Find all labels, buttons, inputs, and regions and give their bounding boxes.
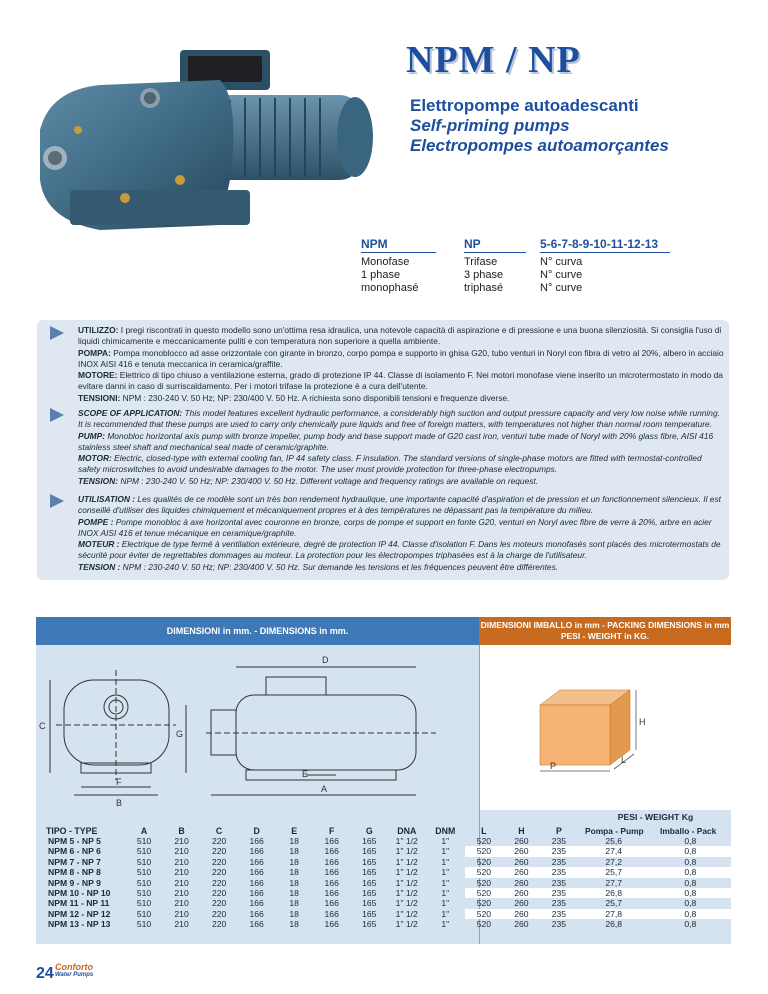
table-cell-type: NPM 11 - NP 11 bbox=[48, 898, 110, 909]
desc-text: Les qualités de ce modèle sont un très bon rendement hydraulique, une importante capacité d'aspiration et de pression et un fonctionnement silencieux. Il est conseillé d'utiliser des liquides chimiquement et mécaniquement propres et à des températures ne dépassant pas la température du milieu. bbox=[78, 494, 721, 516]
col-header: D bbox=[253, 825, 260, 836]
table-cell: 220 bbox=[211, 836, 227, 846]
table-cell: 166 bbox=[249, 898, 264, 909]
desc-text: I pregi riscontrati in questo modello sono un'ottima resa idraulica, una notevole capacità di aspirazione e di pressione e una buona silenziosità. Si consiglia l'uso di liquidi chimicamente e meccanicamente puliti e con temperatura non superiore a quella ambiente. bbox=[78, 325, 722, 347]
table-cell: 220 bbox=[211, 919, 227, 930]
table-cell: 260 bbox=[514, 877, 529, 888]
technical-drawing bbox=[36, 645, 479, 810]
col-header: TIPO - TYPE bbox=[46, 825, 98, 836]
desc-text: Electrique de type fermé à ventilation extérieure, degré de protection IP 44. Classe d'isolation F. Dans les moteurs monofasés sont placés des microtermostats de sécurité pour éviter de regrettables dommages au moteur. La protection pour les électropompes triphasées est à la charge de l'utilisateur. bbox=[78, 539, 721, 561]
table-cell: 510 bbox=[136, 898, 152, 909]
table-cell: 166 bbox=[249, 836, 264, 846]
subtitle-italian: Elettropompe autoadescanti bbox=[410, 96, 639, 115]
packing-header-line: DIMENSIONI IMBALLO in mm - PACKING DIMENSIONS in mm bbox=[480, 620, 730, 630]
table-cell: 235 bbox=[540, 909, 578, 919]
description-french bbox=[78, 494, 724, 573]
label-p: P bbox=[550, 761, 557, 771]
table-cell: 210 bbox=[174, 898, 189, 909]
dimensions-header: DIMENSIONI in mm. - DIMENSIONS in mm. bbox=[36, 617, 479, 645]
table-cell: 166 bbox=[324, 867, 339, 878]
table-cell: 166 bbox=[324, 877, 339, 888]
version-np-title: NP bbox=[464, 238, 526, 253]
table-cell: 235 bbox=[551, 856, 567, 867]
desc-text: NPM : 230-240 V. 50 Hz; NP: 230/400 V. 50 Hz. A richiesta sono disponibili tensioni e frequenze diverse. bbox=[120, 392, 510, 403]
table-cell: 1" bbox=[441, 877, 450, 888]
table-cell: 520 bbox=[476, 898, 492, 909]
table-cell: 166 bbox=[249, 846, 264, 857]
box-svg bbox=[480, 645, 732, 810]
desc-text: Monobloc horizontal axis pump with bronze impeller, pump body and base support made of G20 cast iron, venturi tube made of Noryl with 20% glass fibre, AISI 416 stainless steel shaft and mechanical seal made of ceramic/graphite. bbox=[78, 430, 714, 452]
desc-label: MOTOR: bbox=[78, 453, 112, 464]
table-cell: 18 bbox=[289, 867, 299, 878]
table-cell: 235 bbox=[551, 836, 567, 846]
version-np-line: Trifase bbox=[464, 256, 498, 268]
table-cell: 235 bbox=[551, 919, 567, 930]
table-cell-type: NPM 13 - NP 13 bbox=[48, 919, 111, 930]
version-np-line: triphasé bbox=[464, 282, 504, 294]
table-row bbox=[36, 919, 731, 929]
table-cell: 1" 1/2 bbox=[395, 867, 418, 878]
table-cell: 27,4 bbox=[578, 846, 650, 856]
table-cell: 210 bbox=[174, 836, 189, 846]
version-curve-line: N° curve bbox=[540, 269, 583, 281]
table-cell: 510 bbox=[136, 856, 152, 867]
table-cell: 166 bbox=[249, 867, 264, 878]
table-cell: 210 bbox=[174, 867, 189, 878]
table-cell: 220 bbox=[211, 846, 227, 857]
table-cell: 0,8 bbox=[684, 877, 697, 888]
table-cell: 260 bbox=[503, 909, 541, 919]
version-npm bbox=[361, 238, 436, 295]
table-row bbox=[36, 888, 731, 898]
table-cell: 1" 1/2 bbox=[395, 846, 418, 857]
version-curve-line: N° curva bbox=[540, 256, 583, 268]
col-header: A bbox=[140, 825, 148, 836]
desc-text: NPM : 230-240 V. 50 Hz; NP: 230/400 V. 50 Hz. Sur demande les tensions et les fréquences peuvent être différentes. bbox=[120, 561, 559, 572]
desc-label: TENSION: bbox=[78, 475, 119, 486]
desc-label: TENSION : bbox=[78, 561, 121, 572]
label-g: G bbox=[176, 729, 184, 739]
dimensions-table bbox=[36, 812, 731, 930]
table-cell: 1" bbox=[441, 867, 450, 878]
table-cell: 210 bbox=[174, 846, 189, 857]
table-cell: 210 bbox=[174, 919, 189, 930]
table-row bbox=[36, 857, 731, 867]
table-cell: 18 bbox=[289, 846, 299, 857]
brand-name: Conforto bbox=[55, 962, 93, 972]
col-header: DNA bbox=[397, 825, 417, 836]
label-f: F bbox=[116, 777, 122, 787]
table-cell: 166 bbox=[249, 908, 264, 919]
bullet-arrow-icon bbox=[50, 494, 64, 508]
table-cell: 25,7 bbox=[605, 898, 623, 909]
table-cell: 1" 1/2 bbox=[395, 856, 418, 867]
desc-text: NPM : 230-240 V. 50 Hz; NP: 230/400 V. 50 Hz. Different voltage and frequency ratings are available on request. bbox=[118, 475, 539, 486]
table-row bbox=[36, 846, 731, 856]
drawing-svg bbox=[36, 645, 479, 810]
table-cell: 220 bbox=[211, 867, 227, 878]
table-cell: 510 bbox=[136, 888, 152, 899]
table-cell-type: NPM 9 - NP 9 bbox=[48, 877, 101, 888]
table-cell: 165 bbox=[362, 888, 377, 899]
table-cell: 260 bbox=[514, 898, 529, 909]
table-cell: 0,8 bbox=[650, 867, 731, 877]
table-cell: 1" 1/2 bbox=[395, 898, 418, 909]
table-cell: 26,8 bbox=[578, 888, 650, 898]
weights-header: PESI - WEIGHT Kg bbox=[617, 812, 694, 822]
table-cell: 18 bbox=[289, 908, 299, 919]
table-cell: 510 bbox=[136, 908, 152, 919]
table-cell: 1" bbox=[441, 856, 450, 867]
table-header-row bbox=[36, 812, 731, 836]
table-cell: 220 bbox=[211, 898, 227, 909]
table-cell: 510 bbox=[136, 919, 152, 930]
brand-sub: Water Pumps bbox=[55, 972, 94, 978]
table-cell: 18 bbox=[289, 856, 299, 867]
table-cell: 520 bbox=[476, 877, 492, 888]
table-row bbox=[36, 878, 731, 888]
table-cell: 18 bbox=[289, 898, 299, 909]
desc-text: This model features excellent hydraulic performance, a considerably high suction and output pressure capacity and very low noise while running. It is recommended that these pumps are used to carry only chemically pure liquids and free of foreign matters, with temperatures not higher than normal room temperature. bbox=[78, 408, 720, 430]
version-npm-title: NPM bbox=[361, 238, 436, 253]
table-cell: 25,6 bbox=[605, 836, 623, 846]
table-cell: 260 bbox=[503, 867, 541, 877]
table-cell: 520 bbox=[465, 846, 503, 856]
desc-text: Pompa monoblocco ad asse orizzontale con girante in bronzo, corpo pompa e supporto in ghisa G20, tubo venturi in Noryl con fibra di vetro al 20%, albero in acciaio INOX AISI 416 e tenuta meccanica in ceramica/graffite. bbox=[78, 347, 724, 369]
table-cell: 260 bbox=[514, 856, 529, 867]
col-header: P bbox=[555, 825, 562, 836]
table-cell: 220 bbox=[211, 877, 227, 888]
table-cell: 235 bbox=[540, 867, 578, 877]
table-cell: 166 bbox=[324, 846, 339, 857]
table-cell: 165 bbox=[362, 836, 377, 846]
table-cell: 18 bbox=[289, 877, 299, 888]
table-cell: 0,8 bbox=[650, 909, 731, 919]
table-cell: 1" 1/2 bbox=[395, 877, 418, 888]
weights-sub-pump: Pompa - Pump bbox=[585, 826, 644, 836]
table-cell: 260 bbox=[514, 836, 529, 846]
table-cell: 220 bbox=[211, 888, 227, 899]
table-cell: 27,8 bbox=[578, 909, 650, 919]
table-cell: 220 bbox=[211, 856, 227, 867]
table-cell: 520 bbox=[476, 836, 492, 846]
table-cell: 1" bbox=[441, 836, 450, 846]
version-np bbox=[464, 238, 526, 295]
col-header: L bbox=[481, 825, 487, 836]
table-cell: 165 bbox=[362, 898, 377, 909]
table-cell: 27,7 bbox=[605, 877, 623, 888]
version-curve-title: 5-6-7-8-9-10-11-12-13 bbox=[540, 238, 670, 253]
table-cell: 18 bbox=[289, 888, 299, 899]
table-cell: 520 bbox=[476, 919, 492, 930]
table-cell: 0,8 bbox=[650, 888, 731, 898]
desc-label: UTILIZZO: bbox=[78, 325, 119, 335]
table-row bbox=[36, 898, 731, 908]
table-cell: 1" 1/2 bbox=[395, 908, 418, 919]
desc-label: UTILISATION : bbox=[78, 494, 136, 504]
pump-photo bbox=[30, 40, 380, 240]
packing-header bbox=[479, 617, 731, 645]
col-header: C bbox=[215, 825, 223, 836]
table-cell: 26,8 bbox=[605, 919, 623, 930]
table-cell: 166 bbox=[249, 888, 264, 899]
label-d: D bbox=[322, 655, 329, 665]
table-cell: 165 bbox=[362, 908, 377, 919]
table-cell: 520 bbox=[465, 909, 503, 919]
col-header: DNM bbox=[435, 825, 456, 836]
table-cell: 520 bbox=[476, 856, 492, 867]
page-title: NPM / NP bbox=[406, 39, 581, 81]
version-npm-line: 1 phase bbox=[361, 269, 401, 281]
label-c: C bbox=[39, 721, 46, 731]
desc-text: Elettrico di tipo chiuso a ventilazione esterna, grado di protezione IP 44. Classe di isolamento F. Nei motori monofase viene inserito un microtermostato in modo da evitare danni in caso di surriscaldamento. Per i motori trifase la protezione è a cura dell'utente. bbox=[78, 370, 723, 392]
desc-label: POMPE : bbox=[78, 516, 114, 527]
desc-label: TENSIONI: bbox=[78, 392, 121, 403]
table-cell: 166 bbox=[249, 919, 264, 930]
table-cell-type: NPM 7 - NP 7 bbox=[48, 856, 101, 867]
table-cell: 166 bbox=[324, 908, 339, 919]
table-cell: 260 bbox=[503, 846, 541, 856]
table-cell: 27,2 bbox=[605, 856, 623, 867]
table-row bbox=[36, 836, 731, 846]
table-row bbox=[36, 867, 731, 877]
table-cell: 166 bbox=[324, 836, 339, 846]
desc-label: SCOPE OF APPLICATION: bbox=[78, 408, 183, 418]
version-npm-line: Monofase bbox=[361, 256, 410, 268]
table-cell: 520 bbox=[465, 888, 503, 898]
packing-box-drawing bbox=[479, 645, 732, 810]
subtitle-french: Electropompes autoamorçantes bbox=[410, 136, 669, 155]
version-np-line: 3 phase bbox=[464, 269, 504, 281]
table-cell: 1" bbox=[441, 919, 450, 930]
packing-header-line: PESI - WEIGHT in KG. bbox=[560, 631, 650, 641]
table-cell-type: NPM 10 - NP 10 bbox=[48, 888, 111, 899]
table-cell: 220 bbox=[211, 908, 227, 919]
table-cell: 166 bbox=[324, 919, 339, 930]
table-cell: 165 bbox=[362, 867, 377, 878]
table-cell: 0,8 bbox=[684, 919, 697, 930]
description-english bbox=[78, 408, 724, 487]
table-cell: 1" bbox=[441, 846, 450, 857]
version-curve-line: N° curve bbox=[540, 282, 583, 294]
table-cell: 210 bbox=[174, 856, 189, 867]
table-cell-type: NPM 5 - NP 5 bbox=[48, 836, 101, 846]
table-cell: 210 bbox=[174, 888, 189, 899]
table-cell: 166 bbox=[324, 898, 339, 909]
table-cell: 510 bbox=[136, 836, 152, 846]
table-cell: 260 bbox=[503, 888, 541, 898]
col-header: E bbox=[291, 825, 298, 836]
label-b: B bbox=[116, 798, 123, 808]
version-curve bbox=[540, 238, 670, 295]
table-cell-type: NPM 8 - NP 8 bbox=[48, 867, 101, 878]
table-cell: 165 bbox=[362, 846, 377, 857]
weights-sub-pack: Imballo - Pack bbox=[660, 826, 717, 836]
table-cell: 1" bbox=[441, 908, 450, 919]
table-cell: 166 bbox=[249, 856, 264, 867]
table-cell: 510 bbox=[136, 867, 152, 878]
table-cell: 235 bbox=[551, 877, 567, 888]
version-npm-line: monophasé bbox=[361, 282, 419, 294]
table-cell: 1" bbox=[441, 898, 450, 909]
table-cell: 210 bbox=[174, 877, 189, 888]
table-cell: 165 bbox=[362, 919, 377, 930]
table-cell: 18 bbox=[289, 836, 299, 846]
brand-logo bbox=[55, 962, 93, 978]
label-a: A bbox=[321, 784, 328, 794]
bullet-arrow-icon bbox=[50, 326, 64, 340]
table-cell: 1" bbox=[441, 888, 450, 899]
desc-label: PUMP: bbox=[78, 430, 105, 441]
col-header: B bbox=[178, 825, 185, 836]
table-cell-type: NPM 6 - NP 6 bbox=[48, 846, 101, 857]
table-cell: 165 bbox=[362, 856, 377, 867]
table-cell: 0,8 bbox=[684, 836, 697, 846]
table-cell: 520 bbox=[465, 867, 503, 877]
table-cell-type: NPM 12 - NP 12 bbox=[48, 908, 111, 919]
col-header: G bbox=[365, 825, 373, 836]
label-e: E bbox=[302, 769, 309, 779]
table-cell: 235 bbox=[551, 898, 567, 909]
table-cell: 510 bbox=[136, 846, 152, 857]
desc-text: Electric, closed-type with external cooling fan, IP 44 safety class. F insulation. The standard versions of single-phase motors are fitted with termostat-controlled safety microswitches to avoid undesirable damages to the motor. The user must provide protection for three-phase electropumps. bbox=[78, 453, 702, 475]
table-cell: 210 bbox=[174, 908, 189, 919]
desc-label: MOTEUR : bbox=[78, 539, 120, 550]
table-cell: 0,8 bbox=[684, 898, 697, 909]
col-header: H bbox=[518, 825, 525, 836]
desc-label: MOTORE: bbox=[78, 370, 118, 381]
table-cell: 25,7 bbox=[578, 867, 650, 877]
desc-text: Pompe monobloc à axe horizontal avec couronne en bronze, corps de pompe et support en fonte G20, venturi en Noryl avec fibre de verre à 20%, arbre en acier INOX AISI 416 et tenue mécanique en ceramique/graphite. bbox=[78, 516, 712, 538]
description-italian bbox=[78, 325, 724, 404]
label-l: L bbox=[621, 755, 627, 765]
table-cell: 166 bbox=[249, 877, 264, 888]
table-cell: 235 bbox=[540, 888, 578, 898]
page-number: 24 bbox=[36, 965, 54, 982]
table-cell: 1" 1/2 bbox=[395, 836, 418, 846]
subtitle-english: Self-priming pumps bbox=[410, 116, 570, 135]
col-header: F bbox=[329, 825, 335, 836]
table-cell: 235 bbox=[540, 846, 578, 856]
label-h: H bbox=[639, 717, 646, 727]
table-cell: 1" 1/2 bbox=[395, 888, 418, 899]
bullet-arrow-icon bbox=[50, 408, 64, 422]
table-cell: 0,8 bbox=[650, 846, 731, 856]
table-cell: 510 bbox=[136, 877, 152, 888]
table-cell: 260 bbox=[514, 919, 529, 930]
table-cell: 18 bbox=[289, 919, 299, 930]
table-cell: 166 bbox=[324, 856, 339, 867]
table-cell: 166 bbox=[324, 888, 339, 899]
desc-label: POMPA: bbox=[78, 347, 111, 358]
table-cell: 0,8 bbox=[684, 856, 697, 867]
table-row bbox=[36, 909, 731, 919]
table-cell: 1" 1/2 bbox=[395, 919, 418, 930]
table-cell: 165 bbox=[362, 877, 377, 888]
